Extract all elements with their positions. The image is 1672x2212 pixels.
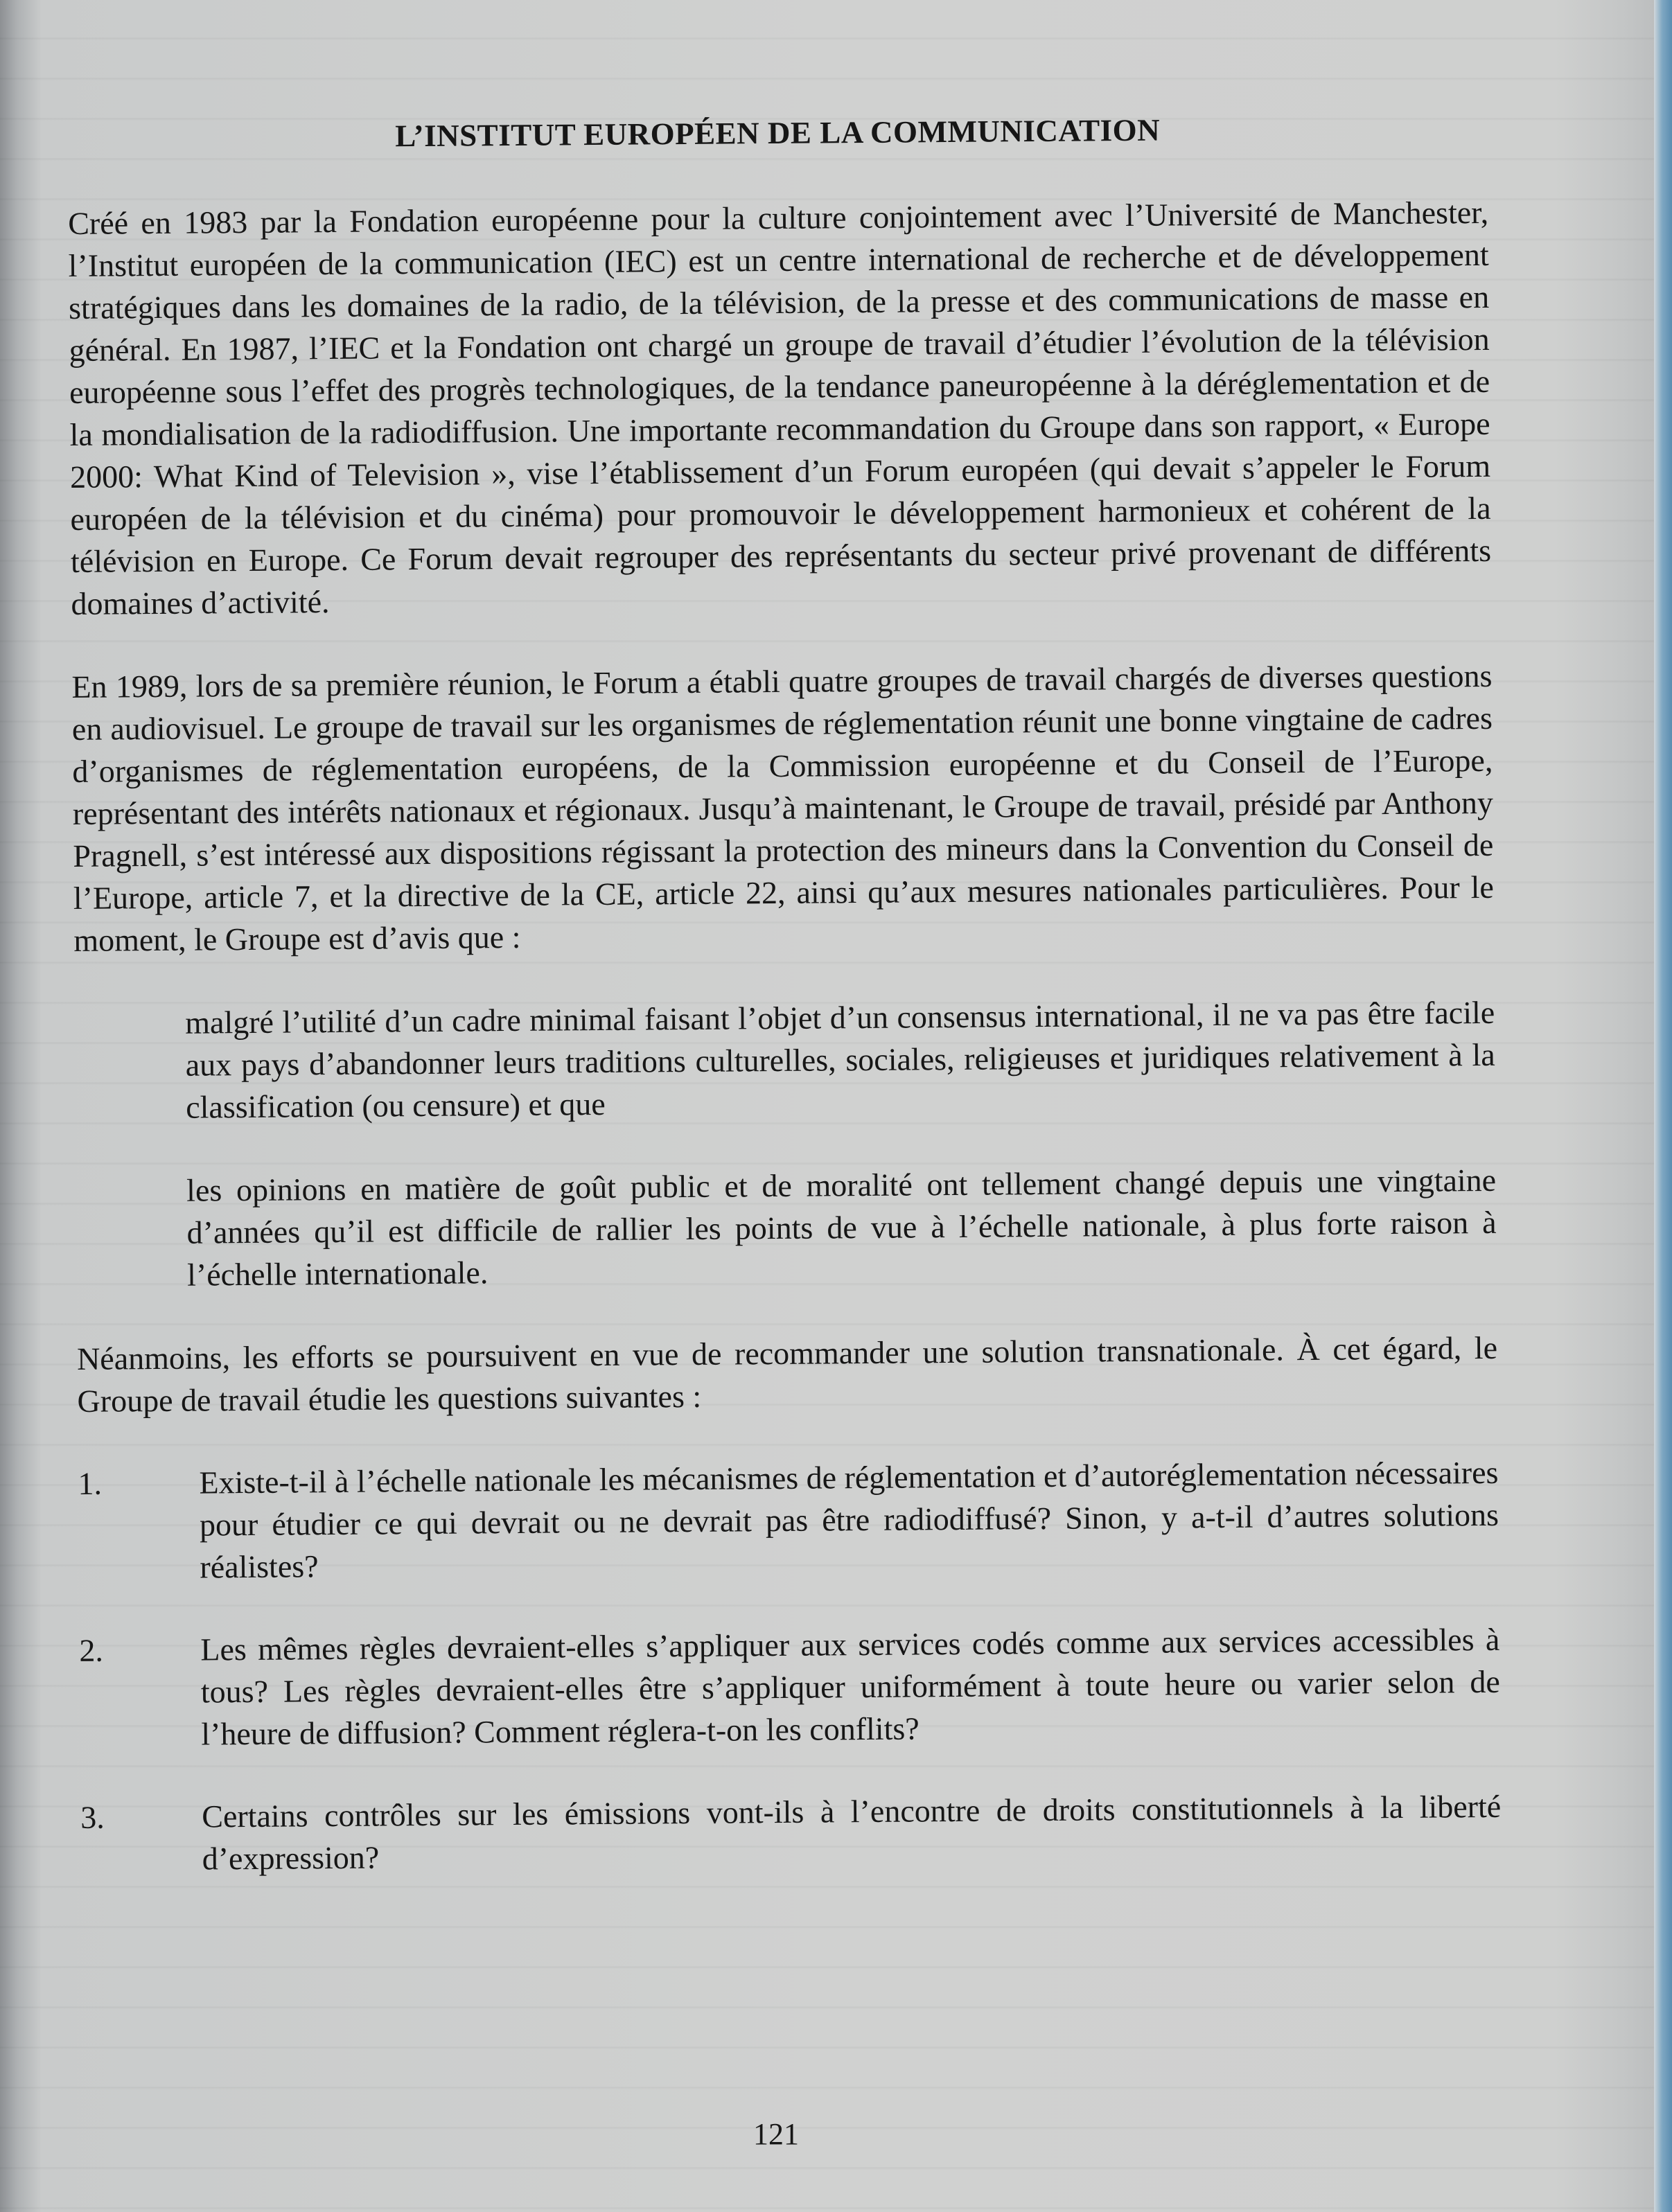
question-number: 1. xyxy=(78,1465,103,1501)
paragraph-questions-intro: Néanmoins, les efforts se poursuivent en vue de recommander une solution transnationale. À cet égard, le Groupe de travail étudie les questions suivantes : xyxy=(76,1329,1498,1419)
quote-point-1: malgré l’utilité d’un cadre minimal faisant l’objet d’un consensus international, il ne va pas être facile aux pays d’abandonner leurs traditions culturelles, sociales, religieuses et juridiques relativement à la classification (ou censure) et que xyxy=(185,994,1495,1125)
question-item xyxy=(79,1618,1500,1756)
question-number: 2. xyxy=(79,1632,104,1668)
paragraph-intro: Créé en 1983 par la Fondation européenne pour la culture conjointement avec l’Université de Manchester, l’Institut européen de la communication (IEC) est un centre international de recherche et de développement stratégiques dans les domaines de la radio, de la télévision, de la presse et des communications de masse en général. En 1987, l’IEC et la Fondation ont chargé un groupe de travail d’étudier l’évolution de la télévision européenne sous l’effet des progrès technologiques, de la tendance paneuropéenne à la déréglementation et de la mondialisation de la radiodiffusion. Une importante recommandation du Groupe dans son rapport, « Europe 2000: What Kind of Television », vise l’établissement d’un Forum européen (qui devait s’appeler le Forum européen de la télévision et du cinéma) pour promouvoir le développement harmonieux et cohérent de la télévision en Europe. Ce Forum devait regrouper des représentants du secteur privé provenant de différents domaines d’activité. xyxy=(67,194,1492,621)
page-number: 121 xyxy=(753,2117,799,2151)
question-item xyxy=(80,1785,1502,1881)
page-title: L’INSTITUT EUROPÉEN DE LA COMMUNICATION xyxy=(395,112,1161,154)
paragraph-forum: En 1989, lors de sa première réunion, le Forum a établi quatre groupes de travail chargés de diverses questions en audiovisuel. Le groupe de travail sur les organismes de réglementation réunit une bonne vingtaine de cadres d’organismes de réglementation européens, de la Commission européenne et du Conseil de l’Europe, représentant des intérêts nationaux et régionaux. Jusqu’à maintenant, le Groupe de travail, présidé par Anthony Pragnell, s’est intéressé aux dispositions régissant la protection des mineurs dans la Convention du Conseil de l’Europe, article 7, et la directive de la CE, article 22, ainsi qu’aux mesures nationales particulières. Pour le moment, le Groupe est d’avis que : xyxy=(71,657,1494,958)
quote-point-2: les opinions en matière de goût public et de moralité ont tellement changé depuis une vingtaine d’années qu’il est difficile de rallier les points de vue à l’échelle nationale, à plus forte raison à l’échelle internationale. xyxy=(186,1162,1497,1293)
question-text: Existe-t-il à l’échelle nationale les mécanismes de réglementation et d’autoréglementation nécessaires pour étudier ce qui devrait ou ne devrait pas être radiodiffusé? Sinon, y a-t-il d’autres solutions réalistes? xyxy=(199,1454,1499,1585)
question-text: Certains contrôles sur les émissions vont-ils à l’encontre de droits constitutionnels à la liberté d’expression? xyxy=(202,1788,1502,1877)
question-item xyxy=(78,1451,1499,1589)
page-edge xyxy=(1654,0,1672,2212)
page-content xyxy=(67,107,1502,1881)
question-text: Les mêmes règles devraient-elles s’appliquer aux services codés comme aux services accessibles à tous? Les règles devraient-elles être s’appliquer uniformément à toute heure ou varier selon de l’heure de diffusion? Comment réglera-t-on les conflits? xyxy=(200,1621,1500,1752)
question-number: 3. xyxy=(80,1799,105,1835)
